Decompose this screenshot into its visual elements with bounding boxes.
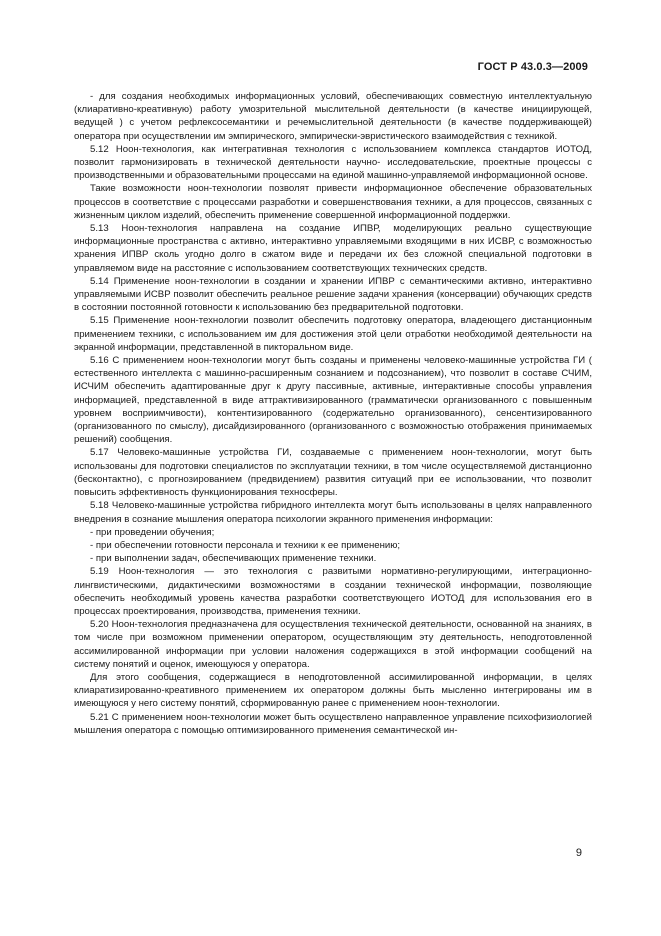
paragraph: - для создания необходимых информационных условий, обеспечивающих совместную интеллектуальную (клиаративно-креативную) работу умозрительной мыслительной деятельности (в качестве инициирующей, ведущей ) с учетом рефлексосемантики и речемыслительной деятельности (в качестве поддерживающей) оператора при осуществлении им эмпирического, эмпирически-эвристического взаимодействия с техникой. (74, 91, 592, 142)
list-item: - при проведении обучения; (90, 526, 215, 538)
paragraph: 5.21 С применением ноон-технологии может быть осуществлено направленное управление психофизиологией мышления оператора с помощью оптимизированного применения семантической ин- (74, 711, 592, 736)
list-item: - при выполнении задач, обеспечивающих применение техники. (90, 553, 377, 565)
paragraph: 5.14 Применение ноон-технологии в создании и хранении ИПВР с семантическими активно, интерактивно управляемыми ИСВР позволит обеспечить реальное решение задачи хранения (консервации) обучающих средств в состоянии постоянной готовности к использованию без предварительной подготовки. (74, 275, 592, 314)
paragraph: Для этого сообщения, содержащиеся в неподготовленной ассимилированной информации, в целях клиаратизированно-креативного применением их оператором должны быть мысленно интегрированы им в имеющуюся у него систему понятий, сформированную ранее с применением ноон-технологии. (74, 671, 592, 710)
document-body (74, 90, 592, 737)
paragraph: Такие возможности ноон-технологии позволят привести информационное обеспечение образовательных процессов в соответствие с процессами разработки и совершенствования техники, а для процессов, связанных с жизненным циклом изделий, обеспечить применение совершенной информационной поддержки. (74, 183, 592, 221)
list-item: - при обеспечении готовности персонала и техники к ее применению; (90, 539, 401, 551)
paragraph: 5.20 Ноон-технология предназначена для осуществления технической деятельности, основанной на знаниях, в том числе при возможном применении оператором, осуществляющим эту деятельность, неподготовленной ассимилированной информации при условии наложения содержащихся в этой информации сообщений на систему понятий и оценок, имеющуюся у оператора. (74, 619, 592, 670)
paragraph: 5.19 Ноон-технология — это технология с развитыми нормативно-регулирующими, интеграционно-лингвистическими, дидактическими возможностями в создании технической информации, позволяющие обеспечить необходимый уровень качества разработки соответствующего ИОТОД для использования его в процессах проектирования, производства, применения техники. (74, 566, 592, 617)
paragraph: 5.12 Ноон-технология, как интегративная технология с использованием комплекса стандартов ИОТОД, позволит гармонизировать в технической деятельности научно- исследовательские, проектные процессы с производственными и образовательными процессами на единой машинно-управляемой информационной основе. (74, 143, 592, 182)
paragraph: 5.16 С применением ноон-технологии могут быть созданы и применены человеко-машинные устройства ГИ ( естественного интеллекта с машинно-расширенным сознанием и подсознанием), что позволит в составе СЧИМ, ИСЧИМ обеспечить адаптированные друг к другу пассивные, активные, интерактивные способы управления информацией, представленной в виде аттрактивизированного (грамматически организованного с повышенным уровнем восприимчивости), контентизированного (содержательно организованного), сенсентизированного (организованного по смыслу), дисайдизированного (организованного с возможностью отображения принимаемых решений) сообщения. (74, 355, 592, 446)
paragraph: 5.17 Человеко-машинные устройства ГИ, создаваемые с применением ноон-технологии, могут быть использованы для подготовки специалистов по эксплуатации техники, в том числе осуществляемой дистанционно (бесконтактно), с прогнозированием (предвидением) развития ситуаций при ее использовании, что позволит повысить эффективность функционирования техносферы. (74, 447, 592, 499)
paragraph: 5.15 Применение ноон-технологии позволит обеспечить подготовку оператора, владеющего дистанционным применением техники, с использованием им для достижения этой цели отработки необходимой деятельности на экранной информации, представленной в пикторальном виде. (74, 315, 592, 353)
paragraph: 5.13 Ноон-технология направлена на создание ИПВР, моделирующих реально существующие информационные пространства с активно, интерактивно управляемыми входящими в них ИСВР, с возможностью хранения ИПВР сколь угодно долго в сжатом виде и передачи их без сложной специальной подготовки в управляемом виде на расстояние с использованием соответствующих технических средств. (74, 223, 592, 274)
paragraph: 5.18 Человеко-машинные устройства гибридного интеллекта могут быть использованы в целях направленного внедрения в сознание мышления оператора психологии экранного применения информации: (74, 500, 592, 525)
document-header: ГОСТ Р 43.0.3—2009 (477, 61, 588, 73)
page-number: 9 (575, 847, 582, 859)
